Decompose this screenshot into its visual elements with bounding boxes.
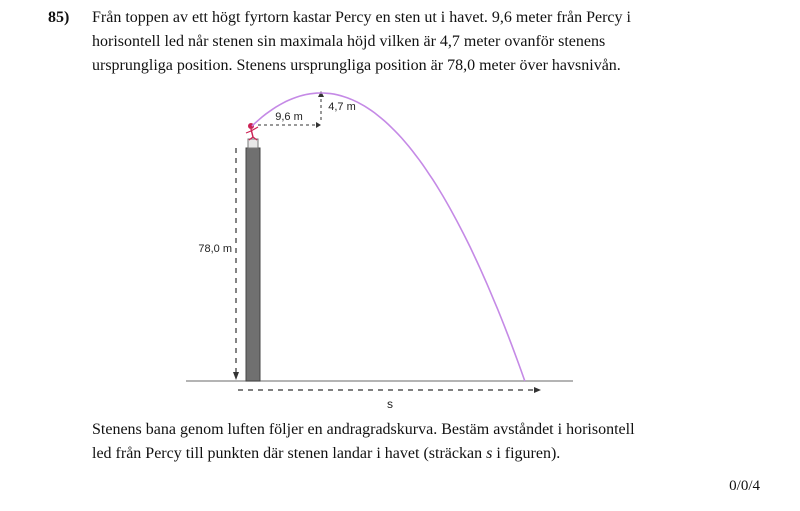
problem-question	[92, 418, 635, 466]
score-label: 0/0/4	[729, 478, 760, 494]
question-line: Stenens bana genom luften följer en andragradskurva. Bestäm avståndet i horisontell	[92, 421, 635, 438]
intro-line: horisontell led når stenen sin maximala höjd vilken är 4,7 meter ovanför stenens	[92, 33, 606, 50]
intro-line: Från toppen av ett högt fyrtorn kastar Percy en sten ut i havet. 9,6 meter från Percy i	[92, 9, 631, 26]
tower-height-label: 78,0 m	[198, 243, 232, 255]
question-text: led från Percy till punkten där stenen landar i havet (sträckan	[92, 445, 487, 462]
horizontal-arrow-right	[316, 122, 321, 128]
stone-trajectory	[252, 93, 525, 381]
problem-number: 85)	[48, 9, 70, 26]
question-text-end: i figuren).	[492, 445, 561, 462]
lighthouse-tower	[246, 148, 260, 381]
variable-s: s	[486, 445, 493, 462]
height-arrow-down	[233, 372, 239, 380]
rise-arrow-up	[318, 91, 324, 97]
horizontal-distance-label: 9,6 m	[275, 111, 303, 123]
landing-distance-label: s	[387, 397, 393, 411]
intro-line: ursprungliga position. Stenens ursprungliga position är 78,0 meter över havsnivån.	[92, 57, 621, 74]
landing-arrow-right	[534, 387, 541, 393]
question-line	[92, 442, 635, 466]
vertical-rise-label: 4,7 m	[328, 101, 356, 113]
